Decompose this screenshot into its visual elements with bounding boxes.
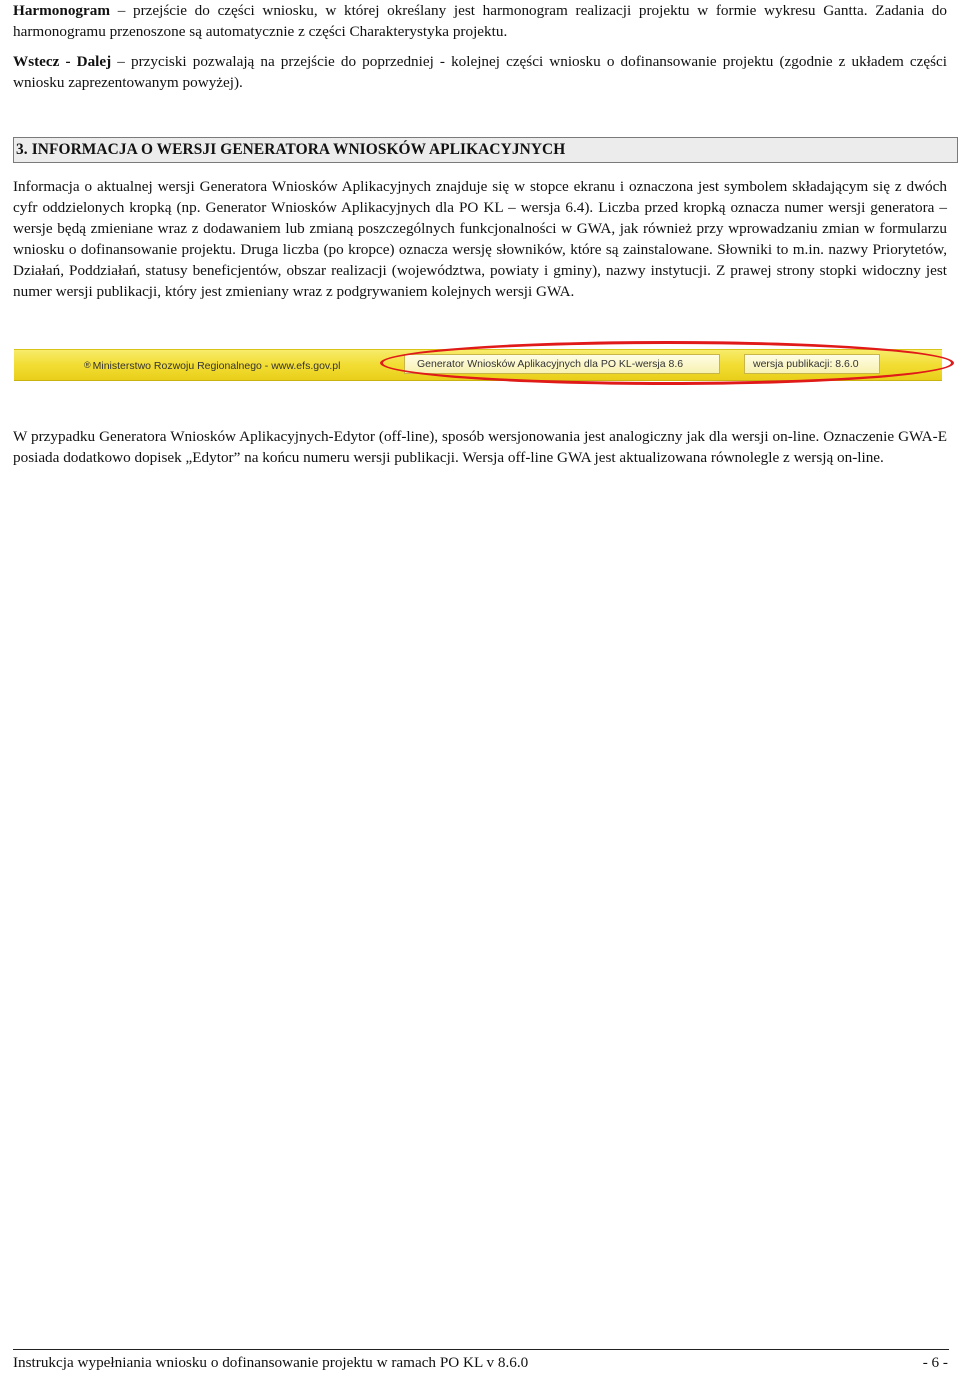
generator-version-label: Generator Wniosków Aplikacyjnych dla PO KL-wersja 8.6 [404,354,720,374]
gwa-footer-banner-screenshot [14,349,942,381]
publication-version-label: wersja publikacji: 8.6.0 [744,354,880,374]
highlight-ring-icon [380,341,954,385]
wstecz-dalej-text: – przyciski pozwalają na przejście do poprzedniej - kolejnej części wniosku o dofinansowanie projektu (zgodnie z układem części wniosku zaprezentowanym powyżej). [13,53,947,91]
harmonogram-text: – przejście do części wniosku, w której określany jest harmonogram realizacji projektu w formie wykresu Gantta. Zadania do harmonogramu przenoszone są automatycznie z części Charakterystyka projektu. [13,2,947,40]
section-heading: 3. INFORMACJA O WERSJI GENERATORA WNIOSKÓW APLIKACYJNYCH [13,137,958,163]
ministry-label [84,360,340,372]
wstecz-dalej-term: Wstecz - Dalej [13,53,112,70]
harmonogram-description [13,0,947,42]
page-number: - 6 - [922,1354,948,1371]
ministry-text: Ministerstwo Rozwoju Regionalnego - www.efs.gov.pl [92,360,341,372]
version-info-paragraph: Informacja o aktualnej wersji Generatora Wniosków Aplikacyjnych znajduje się w stopce ekranu i oznaczona jest symbolem składającym się z dwóch cyfr oddzielonych kropką (np. Generator Wniosków Aplikacyjnych dla PO KL – wersja 6.4). Liczba przed kropką oznacza numer wersji generatora – wersje będą zmieniane wraz z dodawaniem lub zmianą poszczególnych funkcjonalności w GWA, jak również przy wprowadzaniu zmian w formularzu wniosku o dofinansowanie projektu. Druga liczba (po kropce) oznacza wersję słowników, które są zainstalowane. Słowniki to m.in. nazwy Priorytetów, Działań, Poddziałań, statusy beneficjentów, obszar realizacji (województwa, powiaty i gminy), nazwy instytucji. Z prawej strony stopki widoczny jest numer wersji publikacji, który jest zmieniany wraz z podgrywaniem kolejnych wersji GWA. [13,178,947,300]
footer-title: Instrukcja wypełniania wniosku o dofinansowanie projektu w ramach PO KL v 8.6.0 [13,1354,529,1371]
ministry-registered-icon: ® [84,360,91,370]
footer-divider [13,1349,949,1350]
harmonogram-term: Harmonogram [13,2,111,19]
wstecz-dalej-description [13,51,947,93]
offline-info-paragraph: W przypadku Generatora Wniosków Aplikacyjnych-Edytor (off-line), sposób wersjonowania jest analogiczny jak dla wersji on-line. Oznaczenie GWA-E posiada dodatkowo dopisek „Edytor” na końcu numeru wersji publikacji. Wersja off-line GWA jest aktualizowana równolegle z wersją on-line. [13,428,947,466]
